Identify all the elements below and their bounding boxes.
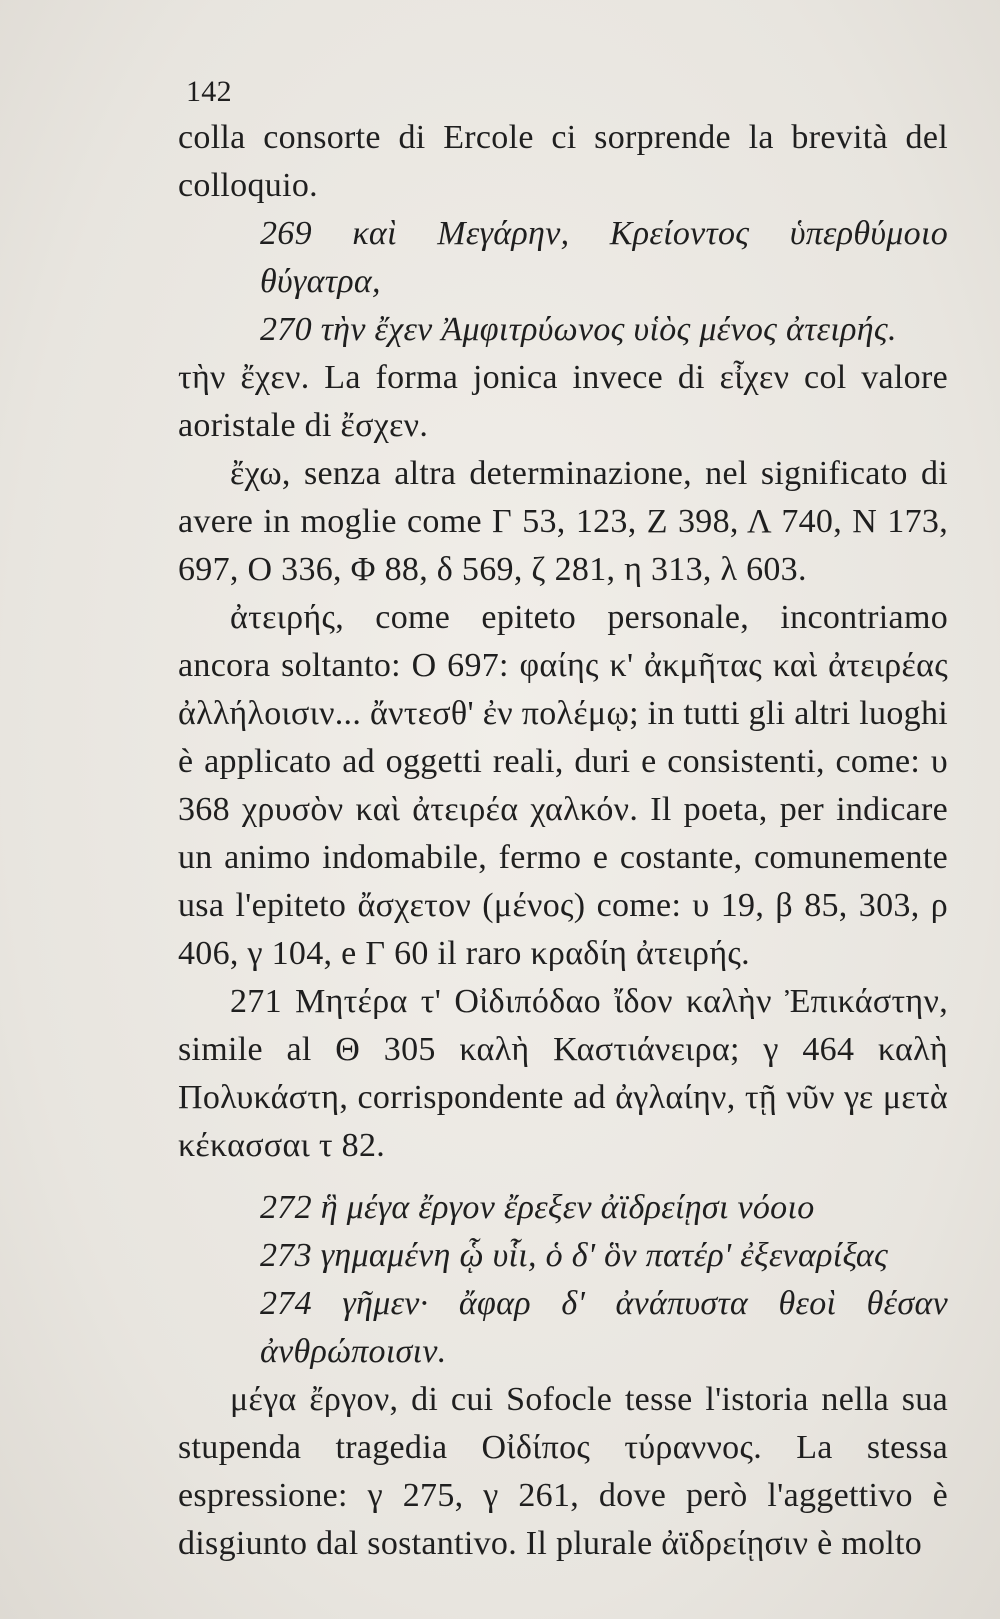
paragraph: colla consorte di Ercole ci sorprende la brevità del colloquio. bbox=[178, 119, 948, 204]
verse-line: 272 ἣ μέγα ἔργον ἔρεξεν ἀϊδρείῃσι νόοιο bbox=[260, 1189, 815, 1226]
page-body bbox=[178, 114, 948, 1568]
paragraph: μέγα ἔργον, di cui Sofocle tesse l'istoria nella sua stupenda tragedia Οἰδίπος τύραννος. La stessa espressione: γ 275, γ 261, dove però l'aggettivo è disgiunto dal sostantivo. Il plurale ἀϊδρείῃσιν è molto bbox=[178, 1381, 948, 1562]
paragraph: τὴν ἔχεν. La forma jonica invece di εἶχεν col valore aoristale di ἔσχεν. bbox=[178, 359, 948, 444]
page-number: 142 bbox=[186, 75, 232, 108]
verse-line: 269 καὶ Μεγάρην, Κρείοντος ὑπερθύμοιο θύγατρα, bbox=[260, 215, 948, 300]
text-block bbox=[178, 70, 948, 1568]
verse-line: 274 γῆμεν· ἄφαρ δ' ἀνάπυστα θεοὶ θέσαν ἀνθρώποισιν. bbox=[260, 1285, 948, 1370]
verse-line: 273 γημαμένη ᾧ υἷι, ὁ δ' ὃν πατέρ' ἐξεναρίξας bbox=[260, 1237, 889, 1274]
paragraph: 271 Μητέρα τ' Οἰδιπόδαο ἴδον καλὴν Ἐπικάστην, simile al Θ 305 καλὴ Καστιάνειρα; γ 464 καλὴ Πολυκάστη, corrispondente ad ἀγλαίην, τῇ νῦν γε μετὰ κέκασσαι τ 82. bbox=[178, 983, 948, 1164]
spacer bbox=[178, 1170, 948, 1184]
paragraph: ἀτειρής, come epiteto personale, incontriamo ancora soltanto: Ο 697: φαίης κ' ἀκμῆτας καὶ ἀτειρέας ἀλλήλοισιν... ἄντεσθ' ἐν πολέμῳ; in tutti gli altri luoghi è applicato ad oggetti reali, duri e consistenti, come: υ 368 χρυσὸν καὶ ἀτειρέα χαλκόν. Il poeta, per indicare un animo indomabile, fermo e costante, comunemente usa l'epiteto ἄσχετον (μένος) come: υ 19, β 85, 303, ρ 406, γ 104, e Γ 60 il raro κραδίη ἀτειρής. bbox=[178, 599, 948, 972]
verse-line: 270 τὴν ἔχεν Ἀμφιτρύωνος υἱὸς μένος ἀτειρής. bbox=[260, 311, 897, 348]
paragraph: ἔχω, senza altra determinazione, nel significato di avere in moglie come Γ 53, 123, Ζ 398, Λ 740, Ν 173, 697, Ο 336, Φ 88, δ 569, ζ 281, η 313, λ 603. bbox=[178, 455, 948, 588]
